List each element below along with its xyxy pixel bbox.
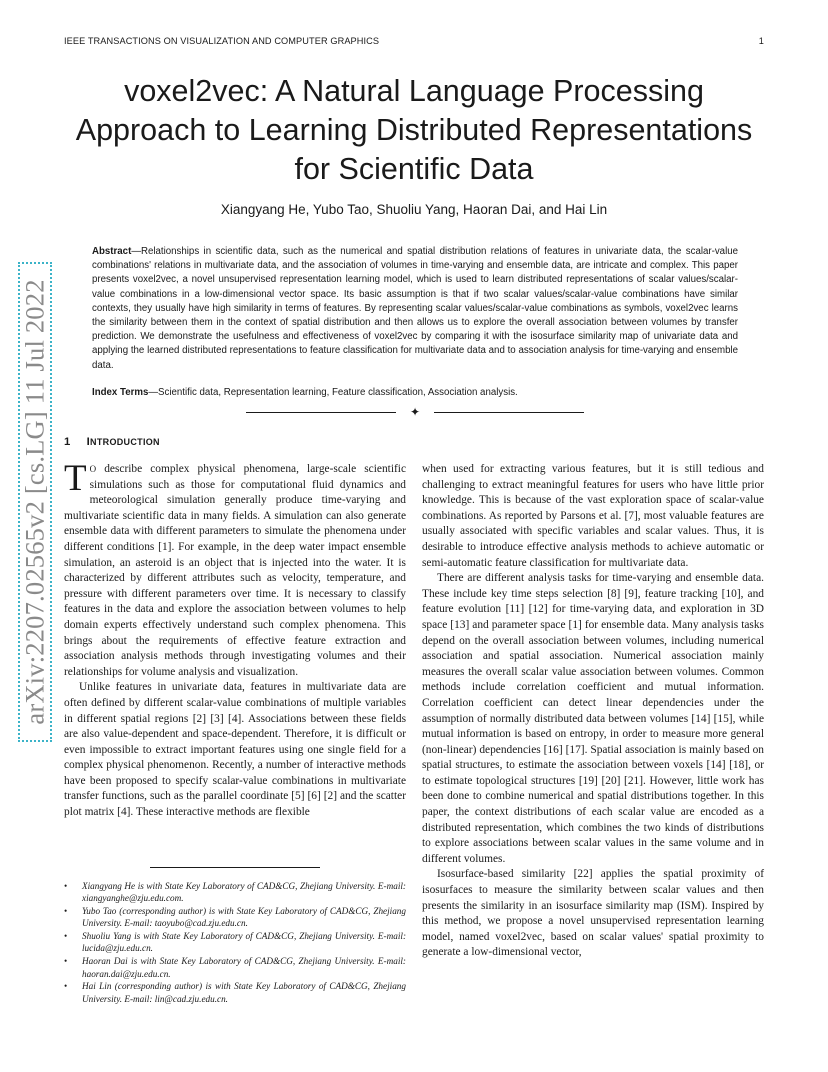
footnote-item: • Hai Lin (corresponding author) is with State Key Laboratory of CAD&CG, Zhejiang University. E-mail: lin@cad.zju.edu.cn. bbox=[64, 980, 406, 1005]
right-column bbox=[422, 462, 764, 961]
footnote-rule bbox=[150, 867, 320, 868]
paragraph: when used for extracting various features, but it is still tedious and challenging to extract meaningful features for users who have little prior knowledge. This is because of the vast exploration space of scalar-value combinations. As reported by Parsons et al. [7], most valuable features are usually associated with specific variables and scalar values. Thus, it is desirable to introduce effective analysis methods to achieve automatic or semi-automatic feature classification for multivariate data. bbox=[422, 463, 764, 569]
page-number: 1 bbox=[758, 36, 764, 46]
footnote-item: • Yubo Tao (corresponding author) is with State Key Laboratory of CAD&CG, Zhejiang University. E-mail: taoyubo@cad.zju.edu.cn. bbox=[64, 905, 406, 930]
footnote-item: • Haoran Dai is with State Key Laboratory of CAD&CG, Zhejiang University. E-mail: haoran.dai@zju.edu.cn. bbox=[64, 955, 406, 980]
paragraph: Isosurface-based similarity [22] applies the spatial proximity of isosurfaces to measure the similarity between scalar values and then presents the similarity in an isosurface similarity map (ISM). Inspired by this method, we propose a novel unsupervised representation learning model, named voxel2vec, based on scalar values' spatial proximity to generate a low-dimensional vector, bbox=[422, 868, 764, 959]
index-terms-label: Index Terms bbox=[92, 387, 149, 398]
paragraph bbox=[64, 458, 406, 680]
journal-name: IEEE TRANSACTIONS ON VISUALIZATION AND COMPUTER GRAPHICS bbox=[64, 36, 380, 46]
paragraph: Unlike features in univariate data, features in multivariate data are often defined by different scalar-value combinations of multiple variables in different spatial regions [2] [3] [4]. Associations between these fields are also value-dependent and space-dependent. Therefore, it is difficult or even impossible to extract important features using one single field for a complex physical phenomenon. Recently, a number of interactive methods have been proposed to specify scalar-value combinations in multivariate transfer functions, such as the parallel coordinate [5] [6] [2] and the scatter plot matrix [4]. These interactive methods are flexible bbox=[64, 681, 406, 819]
arxiv-stamp-text: arXiv:2207.02565v2 [cs.LG] 11 Jul 2022 bbox=[19, 279, 50, 725]
section-divider bbox=[246, 405, 584, 419]
abstract-text: —Relationships in scientific data, such as the numerical and spatial distribution relations of features in univariate data, the scalar-value combinations' relations in multivariate data, and the association of volumes in time-varying and ensemble data, are intricate and complex. This paper presents voxel2vec, a novel unsupervised representation learning model, which is used to learn distributed representations of scalar values/scalar-value combinations in a low-dimensional vector space. Its basic assumption is that if two scalar values/scalar-value combinations have similar contexts, they usually have high similarity in terms of features. By representing scalar values/scalar-value combinations as symbols, voxel2vec learns the similarity between them in the context of spatial distribution and then allows us to explore the overall association between volumes by transfer prediction. We demonstrate the usefulness and effectiveness of voxel2vec by comparing it with the isosurface similarity map of univariate data and applying the learned distributed representations to feature classification for multivariate data and to association analysis for time-varying and ensemble data. bbox=[92, 246, 738, 371]
section-title-cap: I bbox=[86, 436, 91, 448]
index-terms bbox=[92, 386, 738, 400]
author-footnotes bbox=[64, 880, 406, 1005]
running-head bbox=[64, 36, 764, 50]
index-terms-text: —Scientific data, Representation learning, Feature classification, Association analysis. bbox=[148, 387, 518, 398]
paragraph: There are different analysis tasks for time-varying and ensemble data. These include key time steps selection [8] [9], feature tracking [10], and feature evolution [11] [12] for time-varying data, and exploration in 3D space [13] and parameter space [1] for ensemble data. Many analysis tasks depend on the overall association between volumes, including numerical association and spatial association. Numerical association mainly measures the overall scalar value association between volumes. Common methods include correlation coefficient and mutual information. Correlation coefficient can detect linear dependencies under the assumption of normally distributed data between volumes [14] [15], while mutual information is based on entropy, in order to measure more general (non-linear) dependencies [16] [17]. Spatial association is mainly based on spatial structures, to estimate the association between voxels [14] [18], or to estimate topological structures [19] [20] [21]. However, little work has been done to combine numerical and spatial distributions together. In this paper, the context distributions of each scalar value are encoded as a distributed representation, which combines the two kinds of distributions to explore associations between scalar values in the same volume and in different volumes. bbox=[422, 572, 764, 865]
abstract bbox=[92, 245, 738, 373]
abstract-label: Abstract bbox=[92, 246, 132, 257]
author-list: Xiangyang He, Yubo Tao, Shuoliu Yang, Haoran Dai, and Hai Lin bbox=[220, 202, 608, 217]
drop-cap-lead: O bbox=[89, 464, 97, 474]
arxiv-stamp[interactable] bbox=[18, 262, 52, 742]
footnote-item: • Shuoliu Yang is with State Key Laboratory of CAD&CG, Zhejiang University. E-mail: lucida@zju.edu.cn. bbox=[64, 930, 406, 955]
left-column bbox=[64, 458, 406, 821]
footnote-item: • Xiangyang He is with State Key Laboratory of CAD&CG, Zhejiang University. E-mail: xiangyanghe@zju.edu.com. bbox=[64, 880, 406, 905]
section-title-rest: NTRODUCTION bbox=[90, 437, 160, 447]
paper-title: voxel2vec: A Natural Language Processing Approach to Learning Distributed Representations for Scientific Data bbox=[75, 74, 753, 186]
divider-line-left bbox=[246, 412, 396, 413]
section-heading bbox=[64, 436, 160, 448]
divider-diamond-icon: ✦ bbox=[409, 405, 421, 419]
drop-cap: T bbox=[64, 458, 87, 499]
paragraph-text: describe complex physical phenomena, large-scale scientific simulations such as those for computational fluid dynamics and meteorological simulation generally produce time-varying and multivariate scientific data in many fields. A simulation can also generate ensemble data with different parameters to simulate the phenomena under different conditions [1]. For example, in the deep water impact ensemble simulation, an asteroid is an object that is injected into the water. It is characterized by different attributes such as velocity, temperature, and pressure with different parameters over time. It is necessary to classify features in the data and explore the association between volumes to help domain experts effectively understand such complex phenomena. This brings about the requirements of effective feature extraction and association analysis methods through investigating volumes and their relationships for volume analysis and visualization. bbox=[64, 463, 406, 678]
section-number: 1 bbox=[64, 436, 71, 448]
divider-line-right bbox=[434, 412, 584, 413]
